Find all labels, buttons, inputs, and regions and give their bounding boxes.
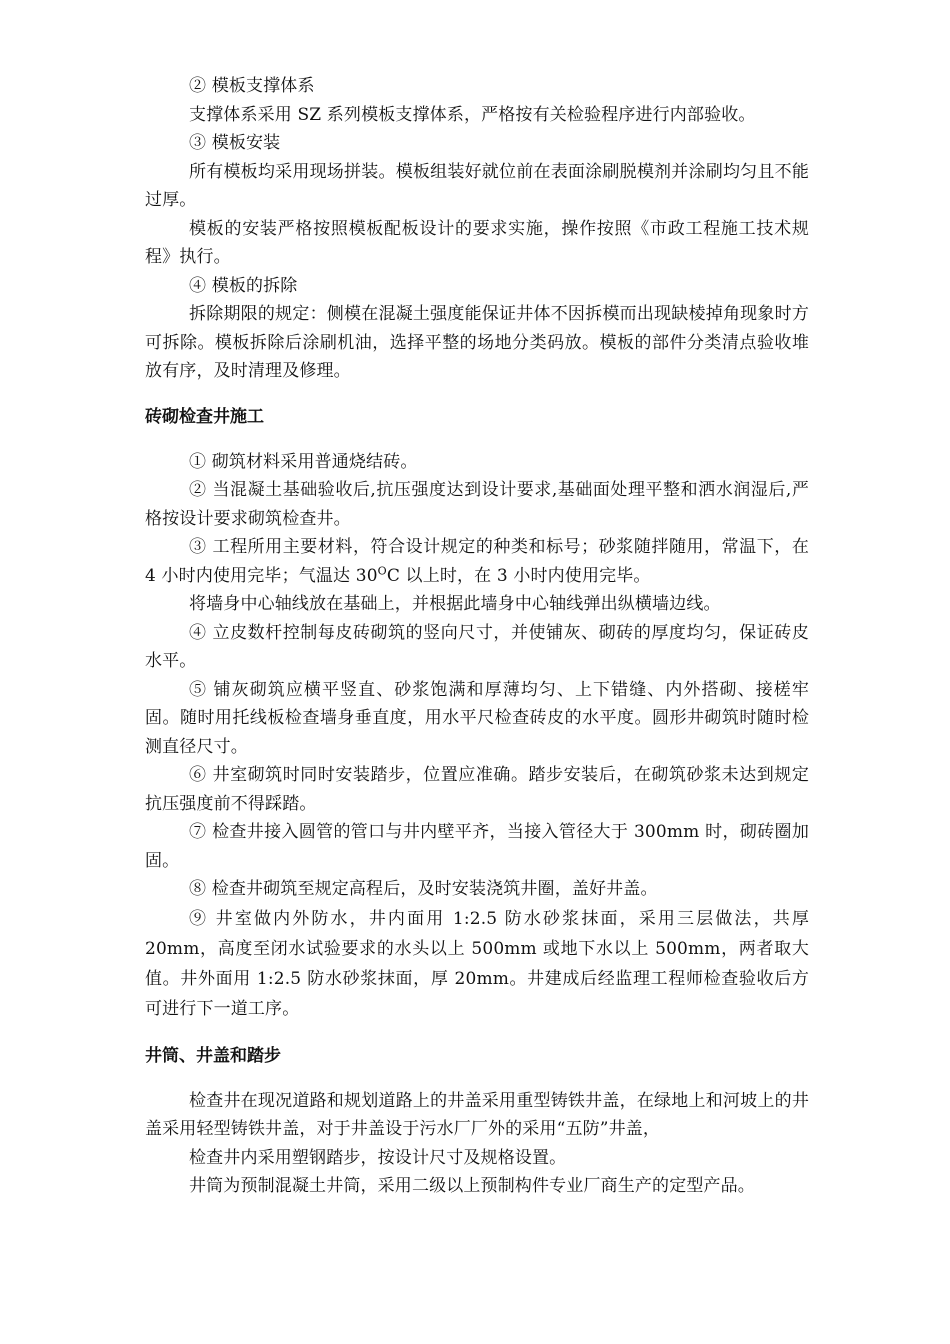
steps-text: 检查井内采用塑钢踏步，按设计尺寸及规格设置。 [189, 1147, 567, 1168]
item-4-text: 拆除期限的规定：侧模在混凝土强度能保证井体不因拆模而出现缺棱掉角现象时方可拆除。模板拆除后涂刷机油，选择平整的场地分类码放。模板的部件分类清点验收堆放有序，及时清理及修理。 [145, 304, 809, 381]
brick-item-3-after: C 以上时，在 3 小时内使用完毕。 [386, 565, 651, 586]
brick-axis-text: 将墙身中心轴线放在基础上，并根据此墙身中心轴线弹出纵横墙边线。 [189, 594, 721, 614]
item-3-title: ③ 模板安装 [189, 133, 281, 153]
brick-item-4: ④ 立皮数杆控制每皮砖砌筑的竖向尺寸，并使铺灰、砌砖的厚度均匀，保证砖皮水平。 [145, 622, 809, 671]
item-2-title: ② 模板支撑体系 [189, 76, 315, 96]
brick-item-2: ② 当混凝土基础验收后,抗压强度达到设计要求,基础面处理平整和洒水润湿后,严格按设计要求砌筑检查井。 [145, 480, 809, 529]
brick-item-5: ⑤ 铺灰砌筑应横平竖直、砂浆饱满和厚薄均匀、上下错缝、内外搭砌、接槎牢固。随时用托线板检查墙身垂直度，用水平尺检查砖皮的水平度。圆形井砌筑时随时检测直径尺寸。 [145, 679, 809, 757]
cover-text: 检查井在现况道路和规划道路上的井盖采用重型铸铁井盖，在绿地上和河坡上的井盖采用轻型铸铁井盖，对于井盖设于污水厂厂外的采用“五防”井盖， [145, 1090, 809, 1139]
item-3-text-1: 所有模板均采用现场拼装。模板组装好就位前在表面涂刷脱模剂并涂刷均匀且不能过厚。 [145, 161, 809, 210]
section-heading-shaft-cover-steps: 井筒、井盖和踏步 [145, 1045, 281, 1066]
item-3-text-2: 模板的安装严格按照模板配板设计的要求实施，操作按照《市政工程施工技术规程》执行。 [145, 218, 809, 267]
brick-item-9: ⑨ 井室做内外防水，井内面用 1:2.5 防水砂浆抹面，采用三层做法，共厚 20mm，高度至闭水试验要求的水头以上 500mm 或地下水以上 500mm，两者取大值。井外面用 1:2.5 防水砂浆抹面，厚 20mm。井建成后经监理工程师检查验收后方可进行下一道工序。 [145, 908, 809, 1019]
degree-superscript: O [377, 563, 387, 577]
brick-item-8: ⑧ 检查井砌筑至规定高程后，及时安装浇筑井圈，盖好井盖。 [189, 879, 658, 899]
brick-item-6: ⑥ 井室砌筑时同时安装踏步，位置应准确。踏步安装后，在砌筑砂浆未达到规定抗压强度前不得踩踏。 [145, 765, 809, 814]
document-body [145, 72, 809, 1201]
brick-item-3 [145, 533, 809, 590]
item-4-title: ④ 模板的拆除 [189, 275, 298, 296]
item-2-text: 支撑体系采用 SZ 系列模板支撑体系，严格按有关检验程序进行内部验收。 [189, 104, 756, 125]
brick-item-7: ⑦ 检查井接入圆管的管口与井内壁平齐，当接入管径大于 300mm 时，砌砖圈加固。 [145, 822, 809, 871]
brick-item-1: ① 砌筑材料采用普通烧结砖。 [189, 451, 418, 472]
shaft-text: 井筒为预制混凝土井筒，采用二级以上预制构件专业厂商生产的定型产品。 [189, 1176, 755, 1196]
section-heading-brick-manhole: 砖砌检查井施工 [145, 406, 264, 427]
brick-item-3-before: ③ 工程所用主要材料，符合设计规定的种类和标号；砂浆随拌随用，常温下，在 4 小时内使用完毕；气温达 30 [145, 537, 809, 586]
